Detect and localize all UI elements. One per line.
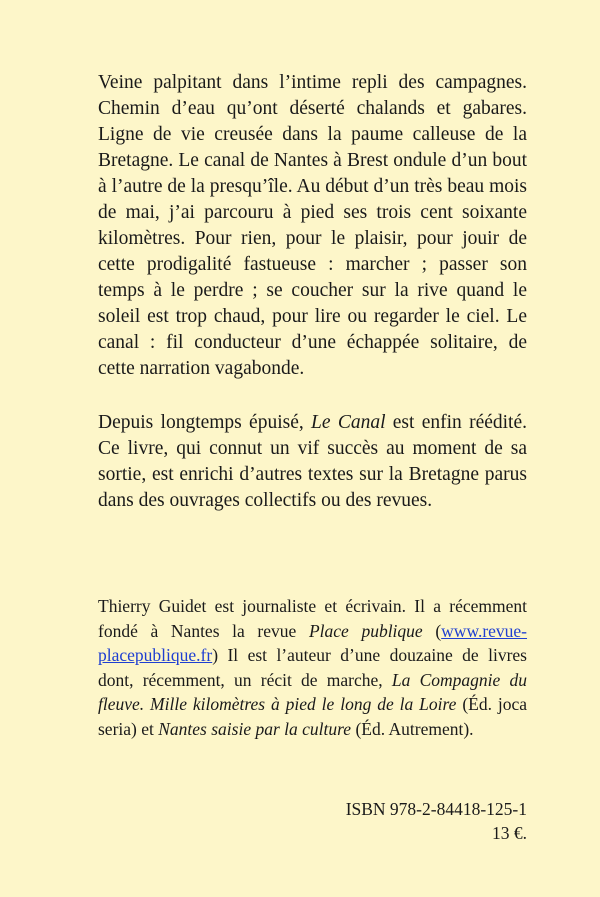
book-title-le-canal: Le Canal: [311, 412, 386, 433]
intro-paragraph-1: Veine palpitant dans l’intime repli des campagnes. Chemin d’eau qu’ont déserté chalands et gabares. Ligne de vie creusée dans la paume calleuse de la Bretagne. Le canal de Nantes à Brest ondule d’un bout à l’autre de la presqu’île. Au début d’un très beau mois de mai, j’ai parcouru à pied ses trois cent soixante kilomètres. Pour rien, pour le plaisir, pour jouir de cette prodigalité fastueuse : marcher ; passer son temps à le perdre ; se coucher sur la rive quand le soleil est trop chaud, pour lire ou regarder le ciel. Le canal : fil conducteur d’une échappée solitaire, de cette narration vagabonde.: [98, 72, 527, 379]
bio-text-3: ) Il est l’auteur d’une douzaine de livres dont, récemment, un récit de marche,: [98, 645, 527, 690]
revue-title: Place publique: [308, 620, 423, 641]
isbn: ISBN 978-2-84418-125-1: [345, 799, 527, 819]
bio-text-2: (: [422, 620, 442, 641]
bio-text-5: (Éd. Autrement).: [351, 718, 474, 739]
revue-website-link[interactable]: www.revue-placepublique.fr: [98, 620, 528, 665]
bio-text-4: (Éd. joca seria) et: [98, 694, 528, 739]
bio-text-1: Thierry Guidet est journaliste et écrivain. Il a récemment fondé à Nantes la revue: [98, 596, 527, 641]
author-bio: [98, 594, 527, 741]
intro-paragraph-2-end: est enfin réédité. Ce livre, qui connut un vif succès au moment de sa sortie, est enrichi d’autres textes sur la Bretagne parus dans des ouvrages collectifs ou des revues.: [98, 412, 527, 511]
book-title-compagnie-du-fleuve: La Compagnie du fleuve. Mille kilomètres à pied le long de la Loire: [98, 669, 527, 714]
book-title-nantes-saisie: Nantes saisie par la culture: [158, 718, 352, 739]
intro-paragraph-2-start: Depuis longtemps épuisé,: [98, 412, 312, 433]
back-cover-text: [98, 70, 527, 514]
intro-paragraph-2: [98, 410, 527, 514]
price: 13 €.: [492, 823, 527, 843]
publication-meta: [346, 797, 527, 845]
